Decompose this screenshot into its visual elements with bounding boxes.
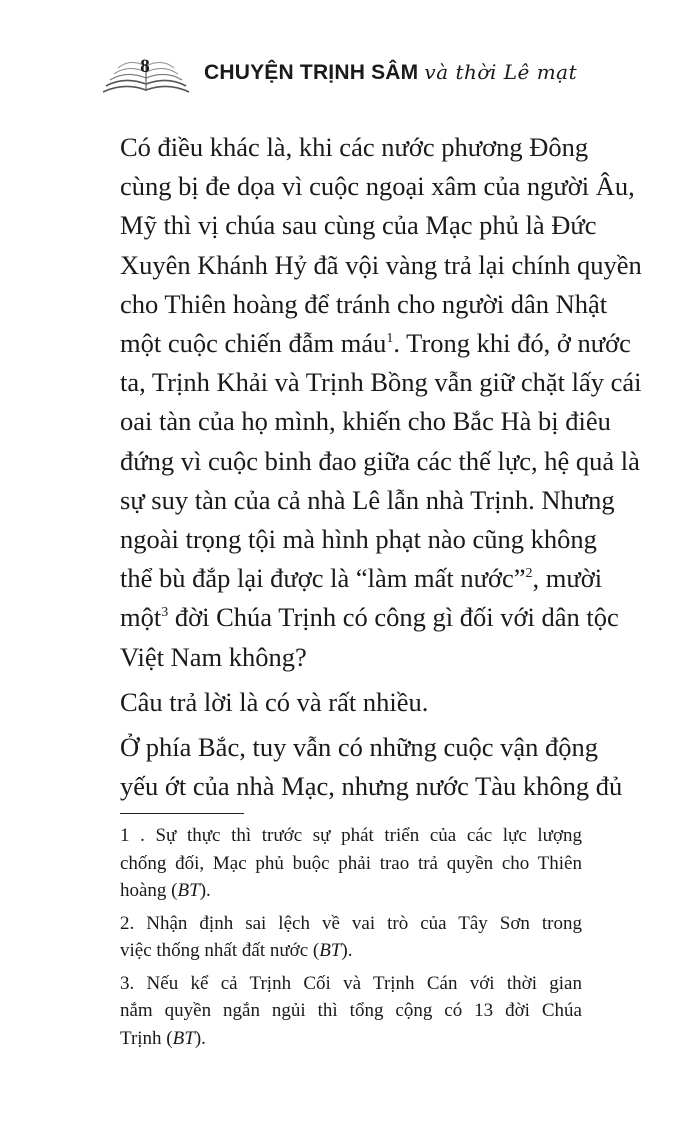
text-line <box>120 324 631 363</box>
text-line: Có điều khác là, khi các nước phương Đông <box>120 132 589 162</box>
text-segment: ). <box>194 1027 206 1049</box>
running-title-main: CHUYỆN TRỊNH SÂM <box>204 61 419 84</box>
paragraph-2 <box>120 683 582 722</box>
footnote-line: 1 . Sự thực thì trước sự phát triển của các lực lượng <box>120 825 582 846</box>
footnote-3 <box>120 970 582 1053</box>
paragraph-1 <box>120 128 642 677</box>
text-segment: một cuộc chiến đẫm máu <box>120 328 387 359</box>
text-segment: hoàng ( <box>120 880 178 901</box>
text-segment: ). <box>199 880 211 901</box>
text-segment: một <box>120 602 162 633</box>
text-segment: thể bù đắp lại được là “làm mất nước” <box>120 563 526 594</box>
footnote-1 <box>120 822 582 905</box>
editor-abbrev: BT <box>177 880 200 901</box>
running-title-sub: và thời Lê mạt <box>424 60 578 84</box>
text-line: đứng vì cuộc binh đao giữa các thế lực, hệ quả là <box>120 445 640 476</box>
paragraph-3 <box>120 728 623 806</box>
footnote-ref-2[interactable]: 2 <box>525 566 533 582</box>
running-title <box>204 60 577 85</box>
text-segment: đời Chúa Trịnh có công gì đối với dân tộc <box>168 602 619 633</box>
footnote-line <box>120 877 582 905</box>
text-segment: việc thống nhất đất nước ( <box>120 940 320 961</box>
footnote-line: nắm quyền ngắn ngủi thì tổng cộng có 13 đời Chúa <box>120 1000 582 1021</box>
footnote-line: chống đối, Mạc phủ buộc phải trao trả quyền cho Thiên <box>120 852 582 874</box>
page-number: 8 <box>140 56 150 77</box>
footnote-line: 2. Nhận định sai lệch về vai trò của Tây Sơn trong <box>120 912 582 934</box>
footnote-ref-3[interactable]: 3 <box>161 605 169 621</box>
text-segment: Trịnh ( <box>120 1027 173 1049</box>
text-line: ta, Trịnh Khải và Trịnh Bồng vẫn giữ chặt lấy cái <box>120 367 642 398</box>
text-line <box>120 598 619 637</box>
editor-abbrev: BT <box>172 1027 195 1049</box>
body-text <box>120 128 642 806</box>
footnote-2 <box>120 910 582 965</box>
footnote-line <box>120 937 582 965</box>
text-line: Việt Nam không? <box>120 641 307 672</box>
footnote-line <box>120 1025 582 1053</box>
text-line: sự suy tàn của cả nhà Lê lẫn nhà Trịnh. Nhưng <box>120 484 615 515</box>
text-line: yếu ớt của nhà Mạc, nhưng nước Tàu không đủ <box>120 771 623 802</box>
footnote-ref-1[interactable]: 1 <box>386 331 394 347</box>
running-header <box>100 46 620 106</box>
text-line: cho Thiên hoàng để tránh cho người dân Nhật <box>120 288 608 319</box>
footnote-separator <box>120 813 244 814</box>
text-line <box>120 559 603 598</box>
footnotes <box>120 822 582 1057</box>
text-segment: , mười <box>532 563 603 594</box>
text-line: Mỹ thì vị chúa sau cùng của Mạc phủ là Đức <box>120 210 597 241</box>
text-segment: . Trong khi đó, ở nước <box>393 328 631 359</box>
text-line: Câu trả lời là có và rất nhiều. <box>120 686 429 717</box>
editor-abbrev: BT <box>319 940 342 961</box>
text-segment: ). <box>341 940 353 961</box>
text-line: Xuyên Khánh Hỷ đã vội vàng trả lại chính quyền <box>120 249 642 280</box>
text-line: oai tàn của họ mình, khiến cho Bắc Hà bị điêu <box>120 406 611 437</box>
footnote-line: 3. Nếu kể cả Trịnh Cối và Trịnh Cán với thời gian <box>120 972 582 994</box>
text-line: Ở phía Bắc, tuy vẫn có những cuộc vận động <box>120 732 598 763</box>
text-line: cùng bị đe dọa vì cuộc ngoại xâm của người Âu, <box>120 171 635 202</box>
text-line: ngoài trọng tội mà hình phạt nào cũng không <box>120 524 597 555</box>
